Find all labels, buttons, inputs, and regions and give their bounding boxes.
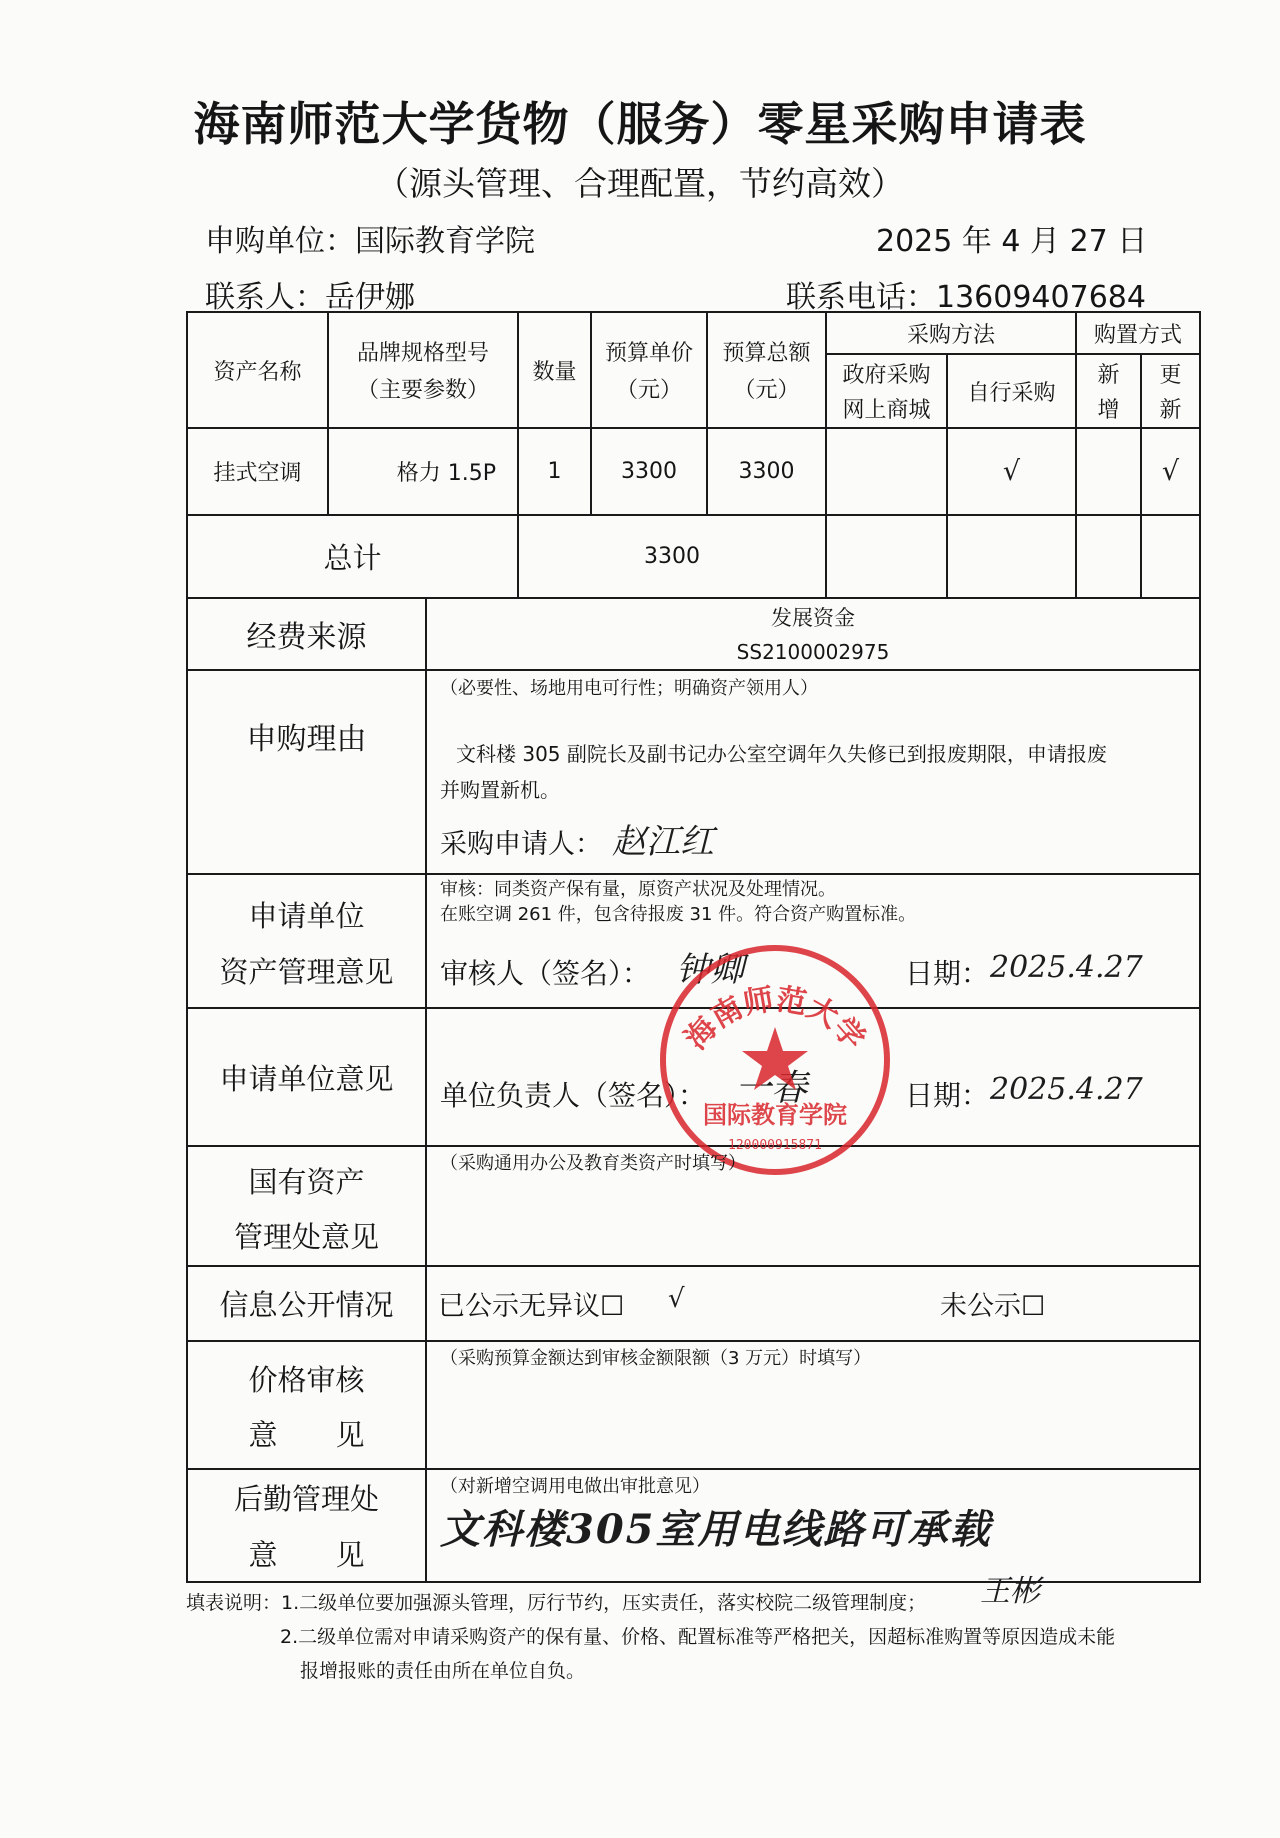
col-unit-price-line2: （元） (615, 378, 682, 403)
funding-line2: SS2100002975 (736, 640, 890, 664)
reason-label: 申购理由 (246, 722, 367, 757)
seal-code: 120000915871 (728, 1138, 822, 1153)
unit-line (205, 216, 535, 260)
state-asset-label-1: 国有资产 (248, 1164, 365, 1199)
col-method-self: 自行采购 (967, 380, 1056, 406)
unit-label: 申购单位： (205, 224, 355, 259)
seal-bottom-text: 国际教育学院 (703, 1101, 847, 1129)
funding-label: 经费来源 (246, 620, 367, 655)
logistics-hint: （对新增空调用电做出审批意见） (440, 1476, 710, 1497)
col-asset-name: 资产名称 (213, 359, 302, 385)
col-type-renew (1141, 354, 1200, 428)
item-name: 挂式空调 (213, 461, 302, 486)
disclosure-published: 已公示无异议☐ (438, 1291, 625, 1322)
phone-line (786, 272, 1146, 316)
unit-head-label: 单位负责人（签名）： (440, 1079, 707, 1112)
item-new-mark (1076, 428, 1141, 515)
notes-label: 填表说明： (186, 1592, 282, 1614)
state-asset-label-2: 管理处意见 (233, 1219, 379, 1254)
unit-date-signature: 2025.4.27 (990, 1072, 1143, 1107)
contact-label: 联系人： (205, 280, 325, 315)
applicant-label: 采购申请人： (440, 829, 602, 860)
item-renew-mark: √ (1161, 456, 1180, 487)
funding-value (426, 598, 1200, 670)
logistics-label-1: 后勤管理处 (233, 1481, 379, 1516)
notes-item-2a: 2.二级单位需对申请采购资产的保有量、价格、配置标准等严格把关，因超标准购置等原因造成未能 (280, 1626, 1116, 1648)
col-brand-spec (328, 312, 518, 428)
item-unit-price: 3300 (621, 459, 677, 484)
form-title: 海南师范大学货物（服务）零星采购申请表 (193, 97, 1087, 151)
disclosure-unpublished: 未公示☐ (940, 1291, 1046, 1322)
col-total-price-line1: 预算总额 (722, 341, 811, 366)
item-self-mark: √ (1002, 456, 1021, 487)
col-type-new (1076, 354, 1141, 428)
col-method-gov-line2: 网上商城 (842, 398, 931, 423)
price-review-label-2: 意 见 (248, 1417, 365, 1452)
unit-date-label: 日期： (905, 1079, 990, 1112)
disclosure-label: 信息公开情况 (219, 1288, 394, 1322)
asset-opinion-text: 在账空调 261 件，包含待报废 31 件。符合资产购置标准。 (440, 904, 917, 925)
contact-line (205, 272, 415, 316)
logistics-signature: 王彬 (980, 1574, 1040, 1609)
form-subtitle: （源头管理、合理配置，节约高效） (376, 164, 904, 203)
col-type-new-line2: 增 (1097, 398, 1120, 423)
asset-opinion-label-1: 申请单位 (248, 898, 365, 933)
phone-label: 联系电话： (786, 280, 936, 315)
col-brand-spec-line2: （主要参数） (356, 378, 489, 403)
col-type-renew-line2: 新 (1159, 398, 1182, 423)
notes-item-1: 1.二级单位要加强源头管理，厉行节约，压实责任，落实校院二级管理制度； (281, 1592, 927, 1614)
col-quantity: 数量 (532, 359, 577, 385)
disclosure-published-mark: √ (668, 1284, 685, 1314)
asset-date-label: 日期： (905, 957, 990, 990)
col-total-price (707, 312, 826, 428)
col-method-gov-line1: 政府采购 (842, 363, 931, 388)
contact-name: 岳伊娜 (325, 280, 415, 315)
item-total-price: 3300 (738, 459, 795, 484)
item-brand: 格力 1.5P (396, 461, 496, 486)
total-label: 总计 (323, 541, 382, 575)
state-asset-hint: （采购通用办公及教育类资产时填写） (440, 1153, 746, 1174)
header-date: 2025 年 4 月 27 日 (876, 224, 1148, 259)
price-review-hint: （采购预算金额达到审核金额限额（3 万元）时填写） (440, 1348, 872, 1369)
asset-opinion-hint: 审核：同类资产保有量，原资产状况及处理情况。 (440, 879, 836, 900)
item-quantity: 1 (547, 459, 562, 484)
reason-hint: （必要性、场地用电可行性；明确资产领用人） (440, 678, 818, 699)
col-method: 采购方法 (906, 322, 995, 348)
unit-head-signature: 一春 (735, 1068, 808, 1109)
logistics-handwriting: 文科楼305室用电线路可承载 (440, 1506, 992, 1553)
col-unit-price-line1: 预算单价 (604, 341, 693, 366)
unit-value: 国际教育学院 (355, 224, 535, 259)
notes-line-1 (186, 1588, 926, 1618)
col-type-new-line1: 新 (1097, 363, 1120, 388)
asset-date-signature: 2025.4.27 (990, 950, 1143, 985)
col-unit-price (591, 312, 707, 428)
seal-top-text: 海南师范大学 (678, 981, 872, 1057)
reason-text-1: 文科楼 305 副院长及副书记办公室空调年久失修已到报废期限，申请报废 (456, 742, 1107, 766)
unit-opinion-label: 申请单位意见 (219, 1061, 394, 1096)
col-method-gov (826, 354, 947, 428)
total-value: 3300 (644, 544, 700, 569)
col-total-price-line2: （元） (733, 378, 800, 403)
seal-star (742, 1027, 808, 1090)
reviewer-signature: 钟卿 (676, 950, 744, 990)
phone-value: 13609407684 (936, 280, 1146, 315)
col-brand-spec-line1: 品牌规格型号 (356, 341, 489, 366)
official-seal (650, 935, 900, 1185)
item-gov-mark (826, 428, 947, 515)
notes-item-2b: 报增报账的责任由所在单位自负。 (300, 1660, 586, 1682)
reason-text-2: 并购置新机。 (440, 778, 560, 802)
logistics-label-2: 意 见 (248, 1537, 365, 1572)
reviewer-label: 审核人（签名）： (440, 957, 651, 990)
asset-opinion-label-2: 资产管理意见 (219, 954, 394, 989)
price-review-label-1: 价格审核 (248, 1362, 365, 1397)
applicant-signature: 赵江红 (612, 822, 714, 862)
col-type-renew-line1: 更 (1159, 363, 1182, 388)
col-purchase-type: 购置方式 (1093, 322, 1182, 348)
funding-line1: 发展资金 (771, 606, 855, 630)
